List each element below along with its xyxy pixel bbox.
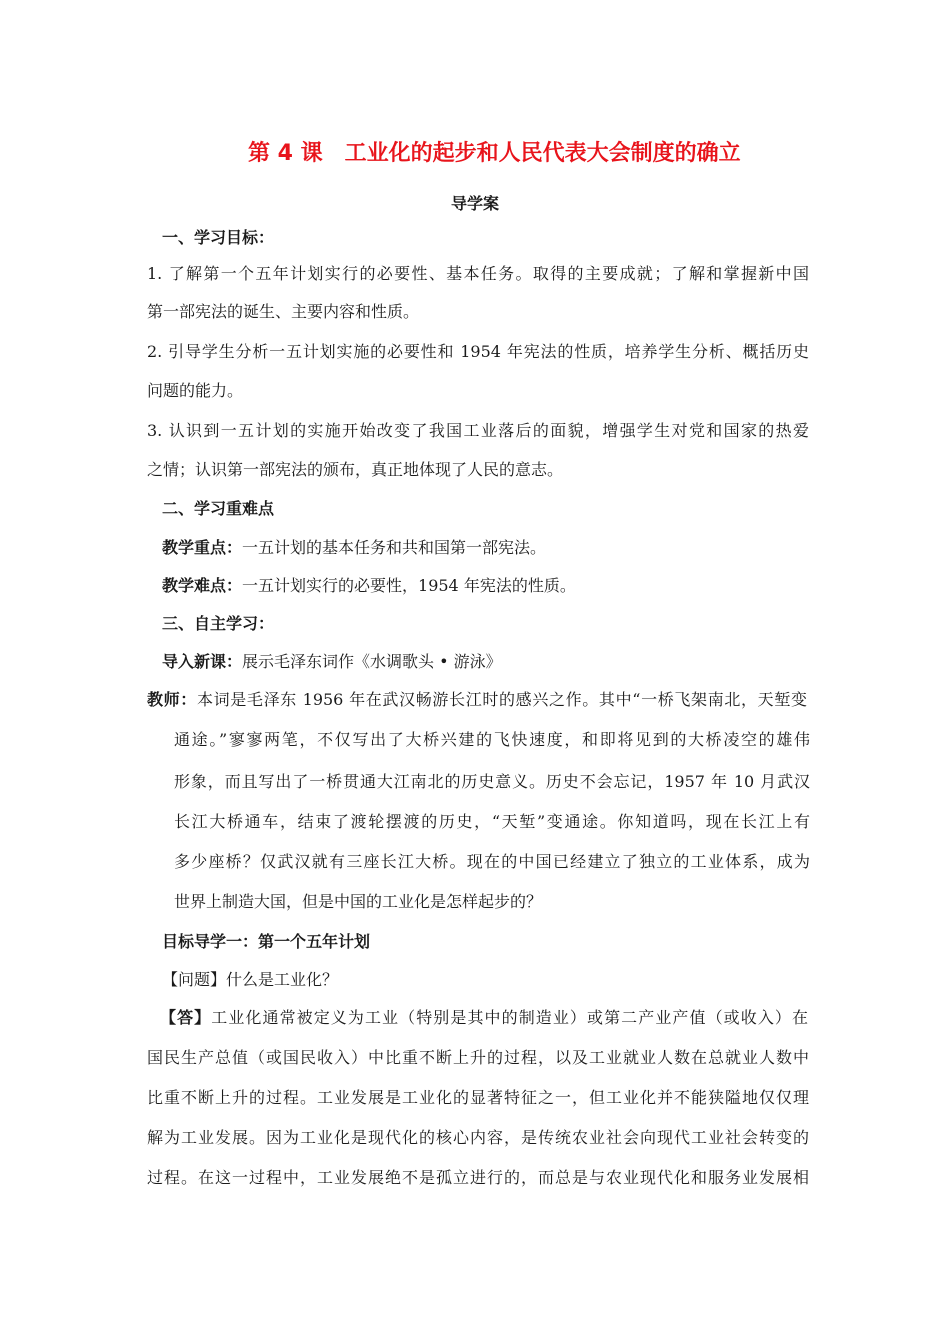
answer-line-5: 过程。在这一过程中，工业发展绝不是孤立进行的，而总是与农业现代化和服务业发展相 bbox=[147, 1168, 809, 1187]
teacher-line-4: 长江大桥通车，结束了渡轮摆渡的历史，“天堑”变通途。你知道吗，现在长江上有 bbox=[174, 812, 810, 831]
question: 【问题】什么是工业化？ bbox=[162, 970, 339, 989]
teacher-label: 教师： bbox=[147, 690, 197, 709]
teaching-difficult-label: 教学难点： bbox=[162, 576, 243, 595]
teaching-key-text: 一五计划的基本任务和共和国第一部宪法。 bbox=[242, 538, 547, 557]
intro-label: 导入新课： bbox=[162, 652, 243, 671]
teaching-difficult-text: 一五计划实行的必要性，1954 年宪法的性质。 bbox=[242, 576, 576, 595]
goal-guide-heading: 目标导学一：第一个五年计划 bbox=[162, 932, 371, 951]
goal-3-line-2: 之情；认识第一部宪法的颁布，真正地体现了人民的意志。 bbox=[147, 460, 564, 479]
teaching-key-point bbox=[162, 538, 546, 558]
lesson-subtitle: 导学案 bbox=[450, 194, 499, 213]
teaching-key-label: 教学重点： bbox=[162, 538, 243, 557]
section-heading-goals: 一、学习目标： bbox=[162, 228, 275, 247]
answer-text-1: 工业化通常被定义为工业（特别是其中的制造业）或第二产业产值（或收入）在 bbox=[211, 1008, 808, 1027]
teacher-line-6: 世界上制造大国，但是中国的工业化是怎样起步的？ bbox=[174, 892, 543, 911]
goal-1-line-1: 1. 了解第一个五年计划实行的必要性、基本任务。取得的主要成就；了解和掌握新中国 bbox=[147, 264, 809, 283]
teaching-difficult-point bbox=[162, 576, 576, 596]
intro-text: 展示毛泽东词作《水调歌头 • 游泳》 bbox=[242, 652, 502, 671]
teacher-line-3: 形象，而且写出了一桥贯通大江南北的历史意义。历史不会忘记，1957 年 10 月武汉 bbox=[174, 772, 810, 791]
answer-line-3: 比重不断上升的过程。工业发展是工业化的显著特征之一，但工业化并不能狭隘地仅仅理 bbox=[147, 1088, 809, 1107]
answer-label: 【答】 bbox=[160, 1008, 212, 1027]
teacher-line-5: 多少座桥？仅武汉就有三座长江大桥。现在的中国已经建立了独立的工业体系，成为 bbox=[174, 852, 810, 871]
teacher-line-1 bbox=[147, 690, 807, 710]
teacher-text-1: 本词是毛泽东 1956 年在武汉畅游长江时的感兴之作。其中“一桥飞架南北，天堑变 bbox=[196, 690, 807, 709]
lesson-title: 第 4 课 工业化的起步和人民代表大会制度的确立 bbox=[248, 141, 741, 166]
answer-line-4: 解为工业发展。因为工业化是现代化的核心内容，是传统农业社会向现代工业社会转变的 bbox=[147, 1128, 809, 1147]
goal-2-line-2: 问题的能力。 bbox=[147, 381, 244, 400]
goal-2-line-1: 2. 引导学生分析一五计划实施的必要性和 1954 年宪法的性质，培养学生分析、概括历史 bbox=[147, 342, 809, 361]
answer-line-2: 国民生产总值（或国民收入）中比重不断上升的过程，以及工业就业人数在总就业人数中 bbox=[147, 1048, 809, 1067]
goal-1-line-2: 第一部宪法的诞生、主要内容和性质。 bbox=[147, 302, 420, 321]
teacher-line-2: 通途。”寥寥两笔，不仅写出了大桥兴建的飞快速度，和即将见到的大桥凌空的雄伟 bbox=[174, 730, 810, 749]
intro-new-lesson bbox=[162, 652, 502, 672]
goal-3-line-1: 3. 认识到一五计划的实施开始改变了我国工业落后的面貌，增强学生对党和国家的热爱 bbox=[147, 421, 809, 440]
section-heading-key-points: 二、学习重难点 bbox=[162, 499, 275, 518]
answer-line-1 bbox=[160, 1008, 808, 1028]
section-heading-self-study: 三、自主学习： bbox=[162, 614, 275, 633]
